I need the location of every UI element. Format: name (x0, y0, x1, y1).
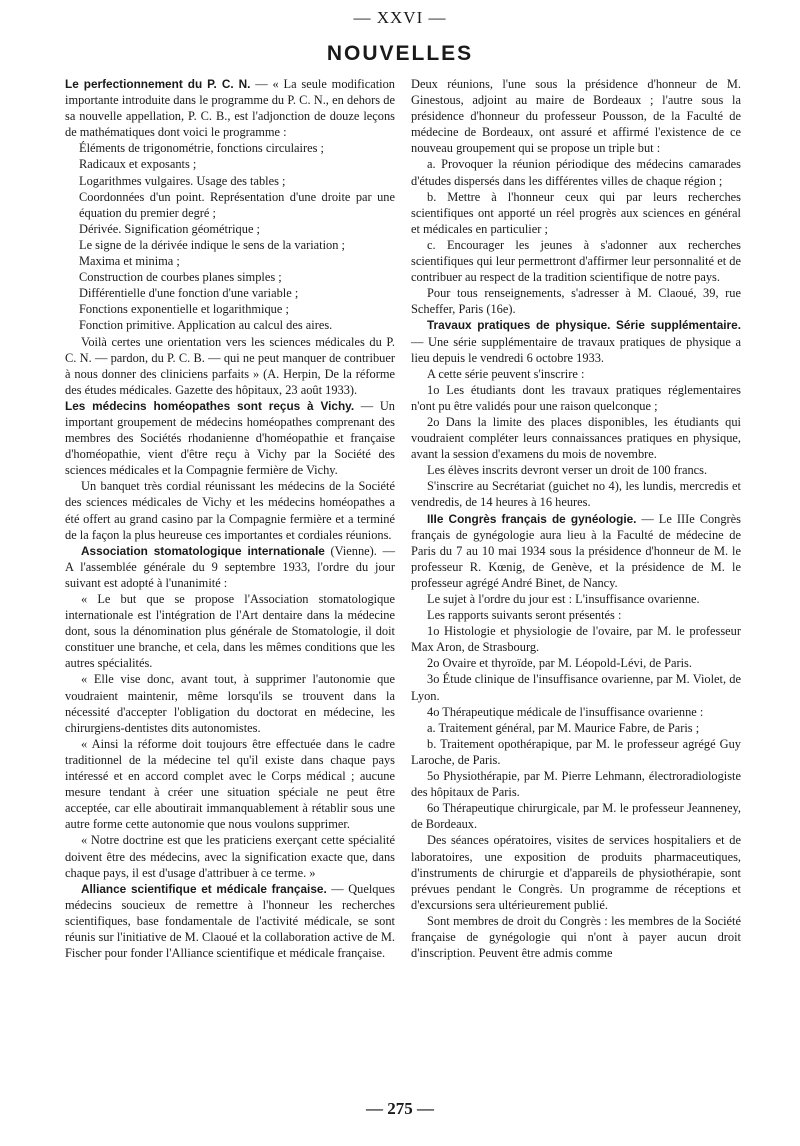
alliance-paragraph: Deux réunions, l'une sous la présidence d'honneur de M. Ginestous, adjoint au maire de Bordeaux ; l'autre sous la présidence d'honneur du professeur Pousson, de la Faculté de médecine de Bordeaux, ont assuré et affirmé l'existence de ce nouveau groupement qui se propose un triple but : (411, 77, 741, 156)
gyneco-report: 2o Ovaire et thyroïde, par M. Léopold-Lévi, de Paris. (427, 656, 692, 671)
alliance-goal: c. Encourager les jeunes à s'adonner aux recherches scientifiques qui leur permettront d'affirmer leur personnalité et de contribuer au respect de la tradition scientifique de notre pays. (411, 237, 741, 285)
stomato-paragraph: « Notre doctrine est que les praticiens exerçant cette spécialité doivent être des médecins, avec la signification exacte que, dans chaque pays, il est d'usage d'attribuer à ce terme. » (65, 833, 395, 880)
stomato-paragraph: Association stomatologique internationale (Vienne). — A l'assemblée générale du 9 septembre 1933, l'ordre du jour suivant est adopté à l'unanimité : (65, 543, 395, 590)
alliance-contact: Pour tous renseignements, s'adresser à M. Claoué, 39, rue Scheffer, Paris (16e). (411, 286, 741, 317)
pcn-item: Éléments de trigonométrie, fonctions circulaires ; (79, 141, 324, 156)
pcn-item: Le signe de la dérivée indique le sens de la variation ; (79, 237, 345, 252)
vichy-paragraph: Les médecins homéopathes sont reçus à Vichy. — Un important groupement de médecins homéopathes comprenant des membres des Sociétés rhodanienne d'homéopathie et française d'homéopathie, vient d'être reçu à Vichy par la Société des sciences médicales et la Compagnie fermière de Vichy. (65, 398, 395, 478)
gyneco-paragraph: Les rapports suivants seront présentés : (427, 608, 622, 623)
right-column (411, 76, 741, 961)
pcn-item: Différentielle d'une fonction d'une variable ; (79, 286, 299, 301)
physique-paragraph: Travaux pratiques de physique. Série supplémentaire. — Une série supplémentaire de travaux pratiques de physique a lieu depuis le vendredi 6 octobre 1933. (411, 318, 741, 365)
left-column (65, 76, 395, 961)
stomato-paragraph: « Ainsi la réforme doit toujours être effectuée dans le cadre traditionnel de la médecine tel qu'il existe dans chaque pays intéressé et en accord complet avec le Corps médical ; aucune mesure tendant à créer une situation spéciale ne peut être acceptée, car elle aboutirait immanquablement à rétablir sous une autre forme cette autonomie que nous voulons supprimer. (65, 736, 395, 832)
section-heading-gyneco: IIIe Congrès français de gynéologie. (427, 511, 637, 526)
gyneco-report: 4o Thérapeutique médicale de l'insuffisance ovarienne : (427, 704, 704, 719)
physique-paragraph: 2o Dans la limite des places disponibles, les étudiants qui voudraient compléter leurs connaissances pratiques en physique, avant la session d'examens du mois de novembre. (411, 414, 741, 462)
section-heading-vichy: Les médecins homéopathes sont reçus à Vichy. (65, 398, 355, 413)
pcn-item: Fonctions exponentielle et logarithmique ; (79, 302, 289, 317)
gyneco-report: 3o Étude clinique de l'insuffisance ovarienne, par M. Violet, de Lyon. (411, 672, 741, 703)
physique-paragraph: S'inscrire au Secrétariat (guichet no 4), les lundis, mercredis et vendredis, de 14 heures à 16 heures. (411, 479, 741, 510)
section-heading-pcn: Le perfectionnement du P. C. N. (65, 77, 251, 91)
roman-page-number: — XXVI — (353, 8, 447, 27)
gyneco-paragraph: Sont membres de droit du Congrès : les membres de la Société française de gynégologie qui n'ont à payer aucun droit d'inscription. Peuvent être admis comme (411, 913, 741, 961)
pcn-item: Fonction primitive. Application au calcul des aires. (79, 318, 333, 333)
vichy-paragraph: Un banquet très cordial réunissant les médecins de la Société des sciences médicales de Vichy et les médecins homéopathes a été offert au grand casino par la Compagnie fermière et a terminé de la façon la plus heureuse ces importantes et cordiales réunions. (65, 479, 395, 542)
section-heading-stomato: Association stomatologique internationale (81, 543, 325, 558)
alliance-goal: a. Provoquer la réunion périodique des médecins camarades d'études dispersés dans les différentes villes de chaque région ; (411, 157, 741, 188)
gyneco-paragraph: Des séances opératoires, visites de services hospitaliers et de laboratoires, une exposition de produits pharmaceutiques, d'instruments de chirurgie et d'appareils de physiothérapie, sont prévues pendant le Congrès. Un programme de réceptions et d'excursions sera ultérieurement publié. (411, 833, 741, 912)
pcn-conclusion: Voilà certes une orientation vers les sciences médicales du P. C. N. — pardon, du P. C. B. — qui ne peut manquer de contribuer à nous donner des cliniciens parfaits » (A. Herpin, De la réforme des études médicales. Gazette des hôpitaux, 23 août 1933). (65, 334, 395, 397)
section-heading-physique: Travaux pratiques de physique. Série supplémentaire. (427, 318, 741, 333)
gyneco-report: 6o Thérapeutique chirurgicale, par M. le professeur Jeanneney, de Bordeaux. (411, 801, 741, 832)
gyneco-report: b. Traitement opothérapique, par M. le professeur agrégé Guy Laroche, de Paris. (411, 736, 741, 767)
gyneco-paragraph: Le sujet à l'ordre du jour est : L'insuffisance ovarienne. (427, 592, 700, 606)
pcn-item: Maxima et minima ; (79, 254, 180, 269)
physique-paragraph: Les élèves inscrits devront verser un droit de 100 francs. (427, 463, 708, 478)
physique-paragraph: A cette série peuvent s'inscrire : (427, 366, 585, 381)
page-number: — 275 — (366, 1099, 434, 1118)
section-heading-alliance: Alliance scientifique et médicale française. (81, 881, 327, 896)
pcn-item: Logarithmes vulgaires. Usage des tables ; (79, 173, 286, 188)
pcn-item: Radicaux et exposants ; (79, 157, 197, 172)
gyneco-paragraph: IIIe Congrès français de gynéologie. — Le IIIe Congrès français de gynégologie aura lieu à la Faculté de médecine de Paris du 7 au 10 mai 1934 sous la présidence d'honneur de M. le professeur R. Kœnig, de Genève, et la présidence de M. le professeur agrégé André Binet, de Nancy. (411, 511, 741, 590)
stomato-paragraph: « Le but que se propose l'Association stomatologique internationale est l'intégration de l'Art dentaire dans la médecine dont, sous la dénomination plus générale de Stomatologie, il doit constituer une branche, et cela, dans les mêmes conditions que les autres spécialités. (65, 592, 395, 671)
alliance-paragraph: Alliance scientifique et médicale française. — Quelques médecins soucieux de remettre à l'honneur les recherches scientifiques, base fondamentale de l'activité médicale, se sont réunis sur l'initiative de M. Claoué et la collaboration active de M. Fischer pour fonder l'Alliance scientifique et médicale française. (65, 881, 395, 961)
physique-paragraph: 1o Les étudiants dont les travaux pratiques réglementaires n'ont pu être validés pour une raison quelconque ; (411, 382, 741, 413)
pcn-item: Dérivée. Signification géométrique ; (79, 221, 260, 236)
page-title: NOUVELLES (326, 42, 474, 65)
pcn-intro: Le perfectionnement du P. C. N. — « La seule modification importante introduite dans le programme du P. C. N., en dehors de sa nouvelle appellation, P. C. B., est l'adjonction de douze leçons de mathématiques dont voici le programme : (65, 77, 395, 140)
gyneco-report: a. Traitement général, par M. Maurice Fabre, de Paris ; (427, 720, 700, 735)
gyneco-report: 5o Physiothérapie, par M. Pierre Lehmann, électroradiologiste des hôpitaux de Paris. (411, 769, 741, 800)
pcn-item: Coordonnées d'un point. Représentation d'une droite par une équation du premier degré ; (79, 189, 395, 220)
stomato-paragraph: « Elle vise donc, avant tout, à supprimer l'autonomie que voudraient maintenir, même lorsqu'ils se trouvent dans la nécessité d'accepter l'obligation du doctorat en médecine, les chirurgiens-dentistes dits autonomistes. (65, 672, 395, 735)
pcn-item: Construction de courbes planes simples ; (79, 270, 282, 285)
alliance-goal: b. Mettre à l'honneur ceux qui par leurs recherches scientifiques ont apporté un réel progrès aux sciences en général et médicales en particulier ; (411, 189, 741, 236)
gyneco-report: 1o Histologie et physiologie de l'ovaire, par M. le professeur Max Aron, de Strasbourg. (411, 624, 741, 655)
